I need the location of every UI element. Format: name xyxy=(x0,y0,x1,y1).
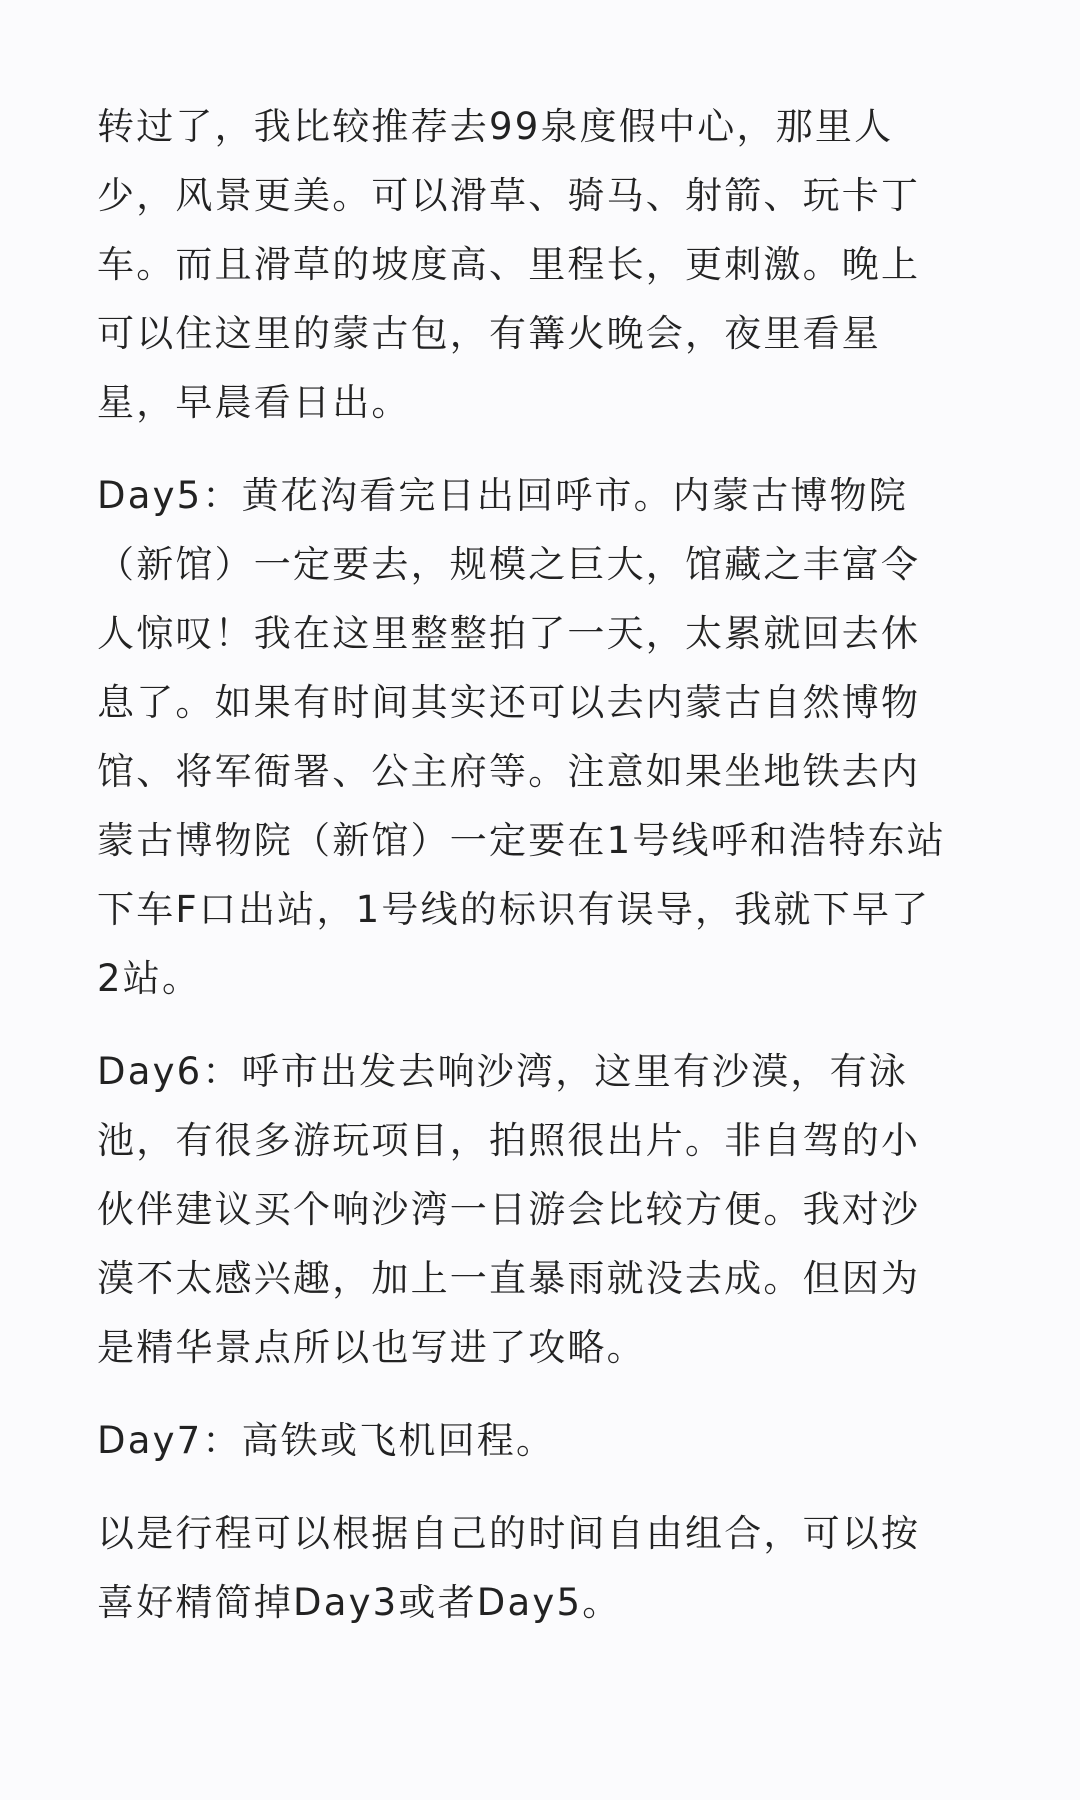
text-line: 少，风景更美。可以滑草、骑马、射箭、玩卡丁 xyxy=(97,174,921,217)
text-line: 可以住这里的蒙古包，有篝火晚会，夜里看星 xyxy=(97,312,881,355)
text-line: 是精华景点所以也写进了攻略。 xyxy=(97,1326,646,1369)
paragraph-intro xyxy=(97,92,987,437)
text-line: 下车F口出站，1号线的标识有误导，我就下早了 xyxy=(97,888,931,931)
text-line: Day6：呼市出发去响沙湾，这里有沙漠，有泳 xyxy=(97,1050,908,1093)
paragraph-summary xyxy=(97,1499,987,1637)
text-line: 星，早晨看日出。 xyxy=(97,381,411,424)
text-line: 馆、将军衙署、公主府等。注意如果坐地铁去内 xyxy=(97,750,921,793)
text-line: 车。而且滑草的坡度高、里程长，更刺激。晚上 xyxy=(97,243,921,286)
text-line: 喜好精简掉Day3或者Day5。 xyxy=(97,1581,622,1624)
text-line: （新馆）一定要去，规模之巨大，馆藏之丰富令 xyxy=(97,543,921,586)
text-line: Day7：高铁或飞机回程。 xyxy=(97,1419,556,1462)
text-line: 伙伴建议买个响沙湾一日游会比较方便。我对沙 xyxy=(97,1188,921,1231)
article-body xyxy=(97,92,987,1661)
text-line: 池，有很多游玩项目，拍照很出片。非自驾的小 xyxy=(97,1119,921,1162)
text-line: Day5：黄花沟看完日出回呼市。内蒙古博物院 xyxy=(97,474,908,517)
paragraph-day5 xyxy=(97,461,987,1013)
text-line: 蒙古博物院（新馆）一定要在1号线呼和浩特东站 xyxy=(97,819,946,862)
paragraph-day7 xyxy=(97,1406,987,1475)
paragraph-day6 xyxy=(97,1037,987,1382)
text-line: 转过了，我比较推荐去99泉度假中心，那里人 xyxy=(97,105,894,148)
text-line: 2站。 xyxy=(97,957,202,1000)
text-line: 漠不太感兴趣，加上一直暴雨就没去成。但因为 xyxy=(97,1257,921,1300)
text-line: 息了。如果有时间其实还可以去内蒙古自然博物 xyxy=(97,681,921,724)
text-line: 以是行程可以根据自己的时间自由组合，可以按 xyxy=(97,1512,921,1555)
text-line: 人惊叹！我在这里整整拍了一天，太累就回去休 xyxy=(97,612,921,655)
